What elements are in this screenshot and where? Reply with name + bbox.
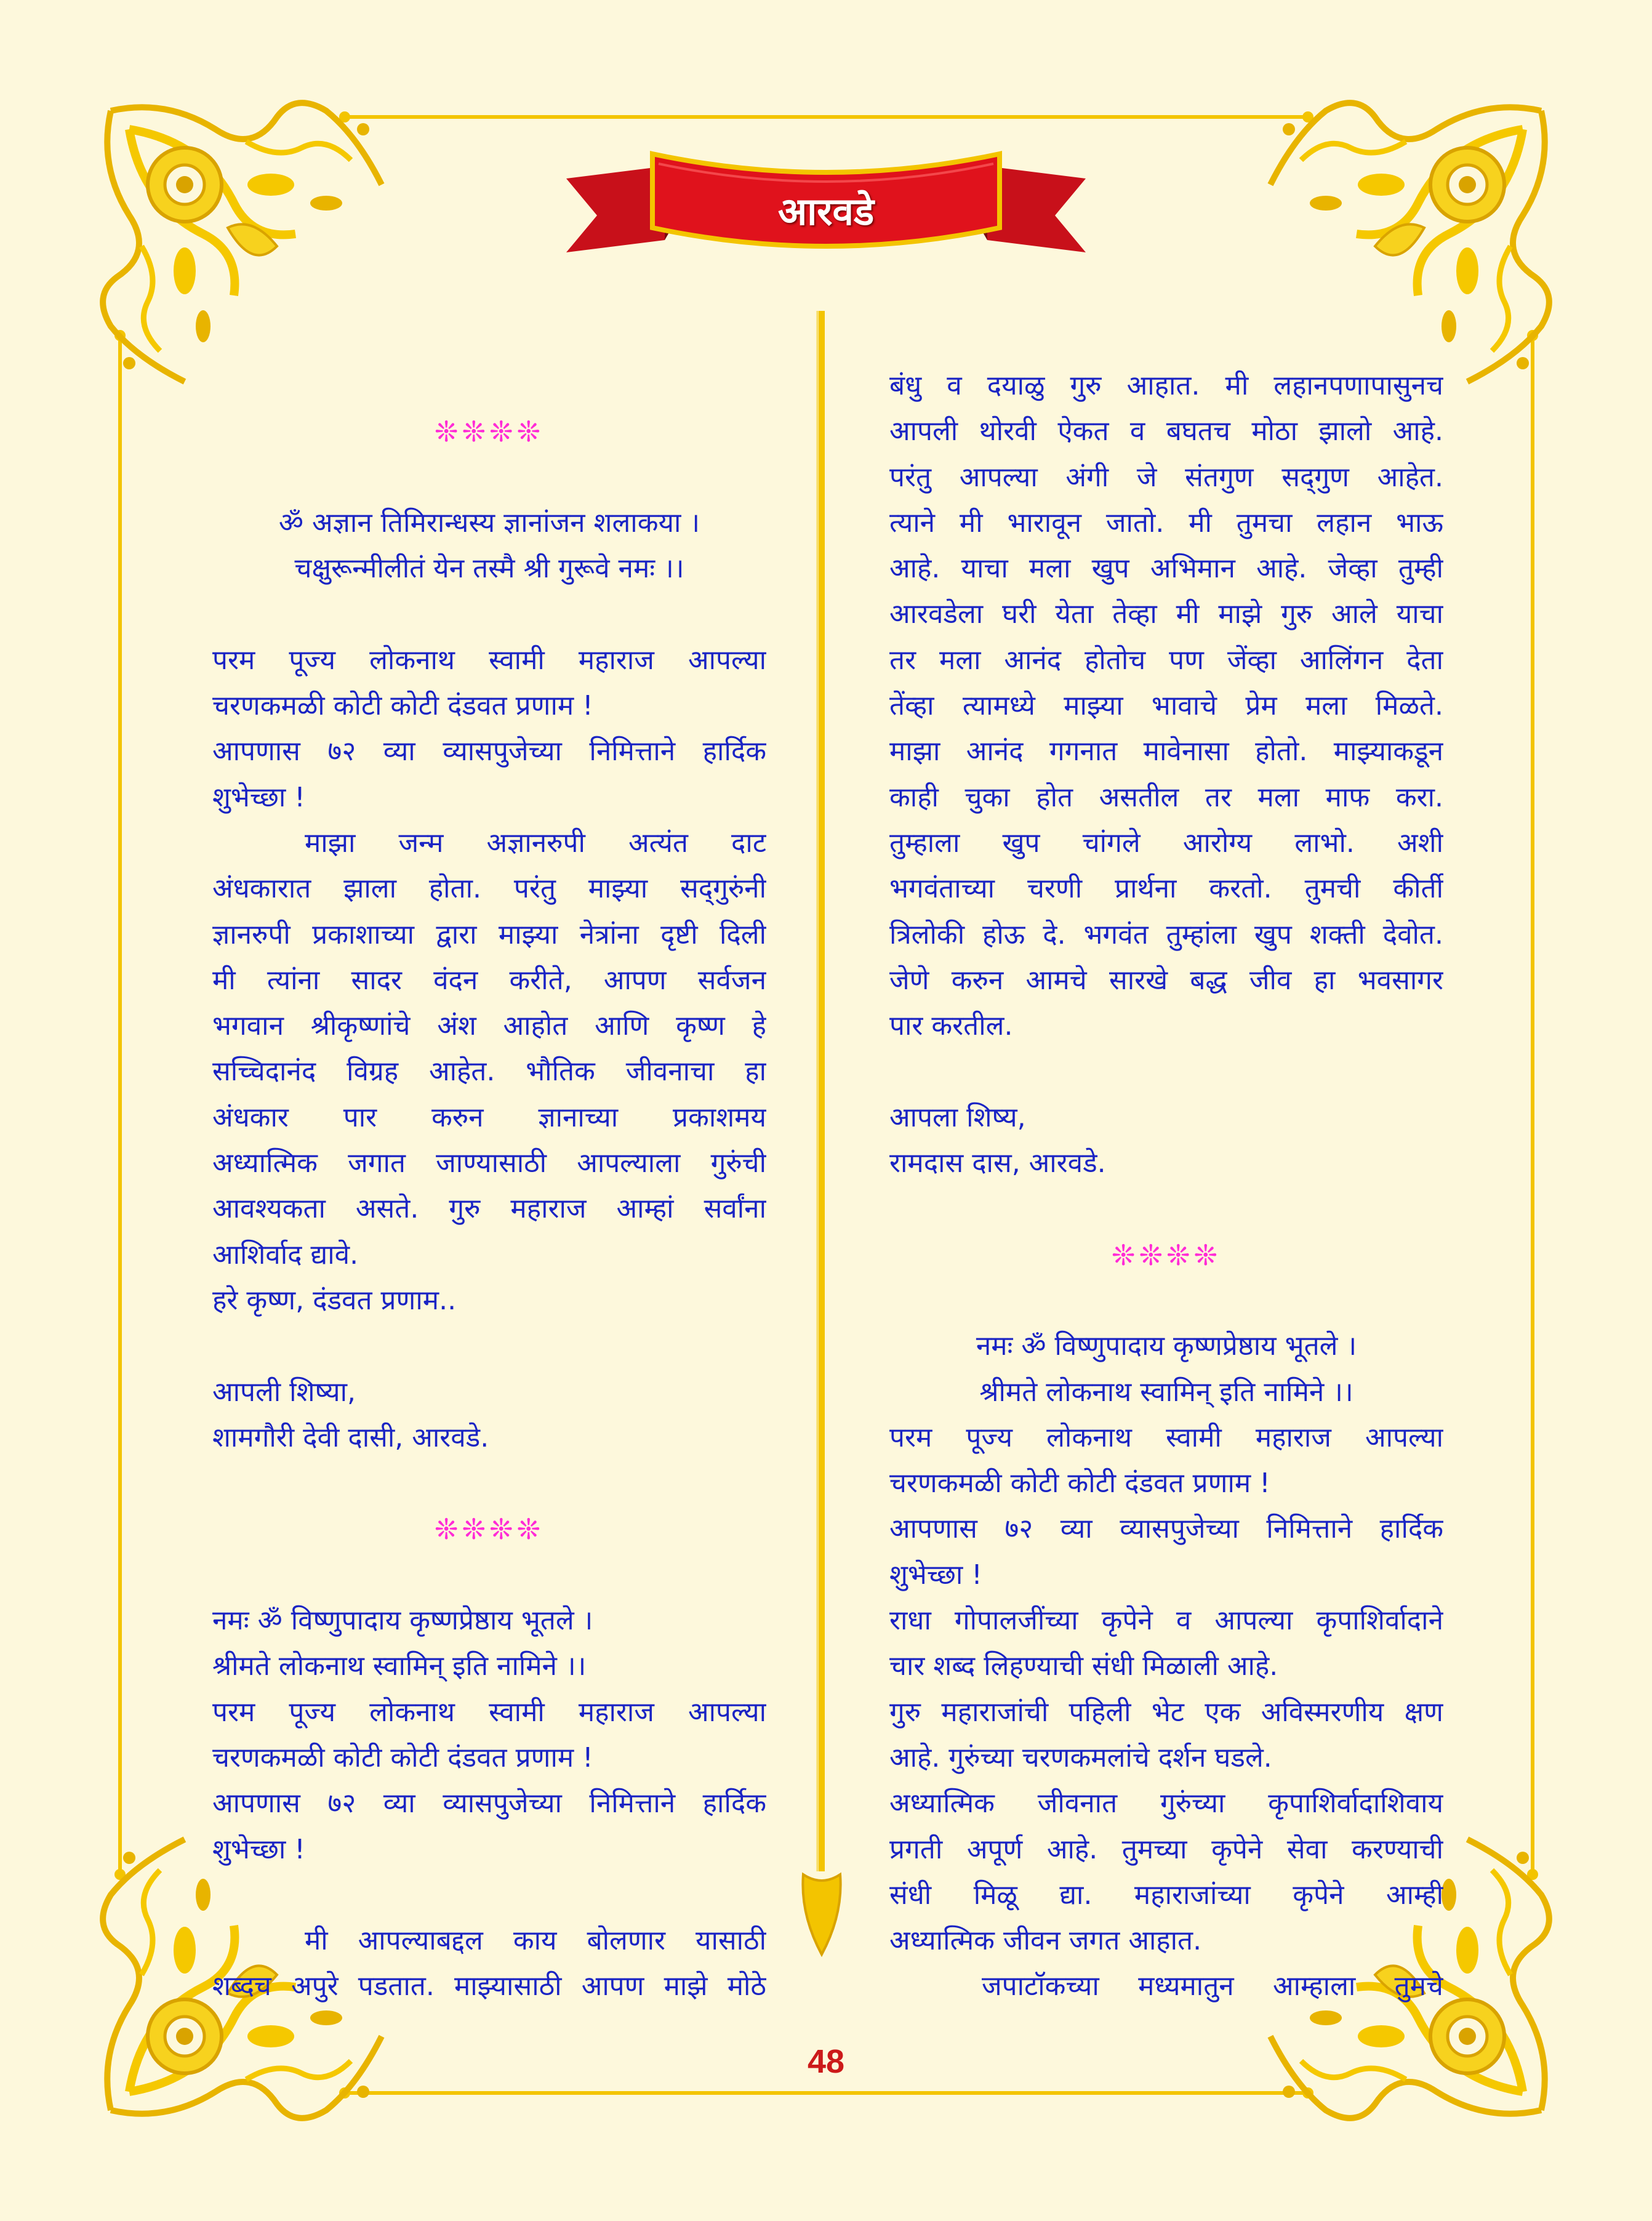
text-line: भगवंताच्या चरणी प्रार्थना करतो. तुमची कीर्ती [889, 873, 1443, 905]
text-line: ज्ञानरुपी प्रकाशाच्या द्वारा माझ्या नेत्रांना दृष्टी दिली [212, 918, 766, 950]
text-line: हरे कृष्ण, दंडवत प्रणाम.. [212, 1284, 457, 1316]
text-line: बंधु व दयाळु गुरु आहात. मी लहानपणापासुनच [889, 370, 1443, 401]
text-line: शुभेच्छा ! [212, 1833, 305, 1865]
text-line: राधा गोपालजींच्या कृपेने व आपल्या कृपाशिर्वादाने [889, 1605, 1443, 1637]
page-number: 48 [807, 2043, 845, 2080]
signature-line: शामगौरी देवी दासी, आरवडे. [212, 1421, 489, 1453]
mantra-line: नमः ॐ विष्णुपादाय कृष्णप्रेष्ठाय भूतले । [212, 1605, 593, 1637]
text-line: अध्यात्मिक जीवन जगत आहात. [889, 1925, 1202, 1957]
text-line: पार करतील. [889, 1010, 1013, 1042]
text-line: काही चुका होत असतील तर मला माफ करा. [889, 781, 1443, 813]
text-line: चरणकमळी कोटी कोटी दंडवत प्रणाम ! [212, 1741, 593, 1773]
mantra-line: ॐ अज्ञान तिमिरान्धस्य ज्ञानांजन शलाकया । [278, 507, 700, 539]
text-line: आपणास ७२ व्या व्यासपुजेच्या निमित्ताने हार्दिक [889, 1513, 1443, 1545]
text-line: चरणकमळी कोटी कोटी दंडवत प्रणाम ! [889, 1468, 1270, 1500]
text-line: त्याने मी भारावून जातो. मी तुमचा लहान भाऊ [889, 507, 1443, 539]
text-line: गुरु महाराजांची पहिली भेट एक अविस्मरणीय क्षण [889, 1696, 1443, 1728]
stars-divider: ❊❊❊❊ [434, 1512, 545, 1546]
text-line: संधी मिळू द्या. महाराजांच्या कृपेने आम्ही [889, 1879, 1443, 1911]
signature-line: आपला शिष्य, [889, 1101, 1026, 1133]
text-line: माझा आनंद गगनात मावेनासा होतो. माझ्याकडून [889, 736, 1443, 768]
text-line: शुभेच्छा ! [212, 781, 305, 813]
text-line: सच्चिदानंद विग्रह आहेत. भौतिक जीवनाचा हा [212, 1056, 766, 1088]
right-column [889, 363, 1443, 2010]
text-line: तुम्हाला खुप चांगले आरोग्य लाभो. अशी [889, 827, 1443, 859]
stars-divider: ❊❊❊❊ [434, 415, 545, 449]
text-line: तर मला आनंद होतोच पण जेंव्हा आलिंगन देता [889, 644, 1443, 676]
text-line: शुभेच्छा ! [889, 1559, 982, 1591]
signature-line: आपली शिष्या, [212, 1376, 356, 1408]
text-line: जपाटॉकच्या मध्यमातुन आम्हाला तुमचे [982, 1970, 1443, 2002]
text-line: परम पूज्य लोकनाथ स्वामी महाराज आपल्या [889, 1421, 1443, 1453]
mantra-line: श्रीमते लोकनाथ स्वामिन् इति नामिने ।। [979, 1376, 1353, 1408]
text-line: अध्यात्मिक जगात जाण्यासाठी आपल्याला गुरुंची [212, 1147, 766, 1179]
page-title: आरवडे [777, 189, 875, 234]
text-line: परम पूज्य लोकनाथ स्वामी महाराज आपल्या [212, 1696, 766, 1728]
text-line: मी आपल्याबद्दल काय बोलणार यासाठी [305, 1925, 766, 1957]
text-line: चरणकमळी कोटी कोटी दंडवत प्रणाम ! [212, 690, 593, 722]
text-line: चार शब्द लिहण्याची संधी मिळाली आहे. [889, 1650, 1278, 1682]
mantra-line: चक्षुरून्मीलीतं येन तस्मै श्री गुरूवे नमः ।। [294, 553, 684, 585]
stars-divider: ❊❊❊❊ [1111, 1238, 1222, 1272]
text-line: आवश्यकता असते. गुरु महाराज आम्हां सर्वांना [212, 1193, 766, 1225]
text-line: भगवान श्रीकृष्णांचे अंश आहोत आणि कृष्ण हे [212, 1010, 766, 1042]
mantra-line: नमः ॐ विष्णुपादाय कृष्णप्रेष्ठाय भूतले । [976, 1330, 1357, 1362]
text-line: आपणास ७२ व्या व्यासपुजेच्या निमित्ताने हार्दिक [212, 1788, 766, 1820]
text-line: प्रगती अपूर्ण आहे. तुमच्या कृपेने सेवा करण्याची [889, 1833, 1443, 1865]
text-line: परंतु आपल्या अंगी जे संतगुण सद्‌गुण आहेत. [889, 461, 1443, 493]
text-line: त्रिलोकी होऊ दे. भगवंत तुम्हांला खुप शक्ती देवोत. [889, 918, 1443, 950]
text-line: परम पूज्य लोकनाथ स्वामी महाराज आपल्या [212, 644, 766, 676]
text-line: आशिर्वाद द्यावे. [212, 1239, 359, 1271]
text-line: तेंव्हा त्यामध्ये माझ्या भावाचे प्रेम मला मिळते. [889, 690, 1443, 722]
text-line: जेणे करुन आमचे सारखे बद्ध जीव हा भवसागर [889, 964, 1443, 996]
text-line: आपणास ७२ व्या व्यासपुजेच्या निमित्ताने हार्दिक [212, 736, 766, 768]
left-column [212, 363, 766, 2010]
text-line: आपली थोरवी ऐकत व बघतच मोठा झालो आहे. [889, 416, 1443, 448]
mantra-line: श्रीमते लोकनाथ स्वामिन् इति नामिने ।। [212, 1650, 587, 1682]
text-line: आहे. गुरुंच्या चरणकमलांचे दर्शन घडले. [889, 1741, 1272, 1773]
text-line: आहे. याचा मला खुप अभिमान आहे. जेव्हा तुम्ही [889, 553, 1443, 585]
text-line: अध्यात्मिक जीवनात गुरुंच्या कृपाशिर्वादाशिवाय [889, 1788, 1443, 1820]
text-line: माझा जन्म अज्ञानरुपी अत्यंत दाट [305, 827, 766, 859]
text-line: शब्दच अपुरे पडतात. माझ्यासाठी आपण माझे मोठे [212, 1970, 766, 2002]
signature-line: रामदास दास, आरवडे. [889, 1147, 1106, 1179]
text-line: अंधकारात झाला होता. परंतु माझ्या सद्‌गुरुंनी [212, 873, 766, 905]
text-line: मी त्यांना सादर वंदन करीते, आपण सर्वजन [212, 964, 766, 996]
text-line: आरवडेला घरी येता तेव्हा मी माझे गुरु आले याचा [889, 598, 1443, 630]
text-line: अंधकार पार करुन ज्ञानाच्या प्रकाशमय [212, 1101, 766, 1133]
